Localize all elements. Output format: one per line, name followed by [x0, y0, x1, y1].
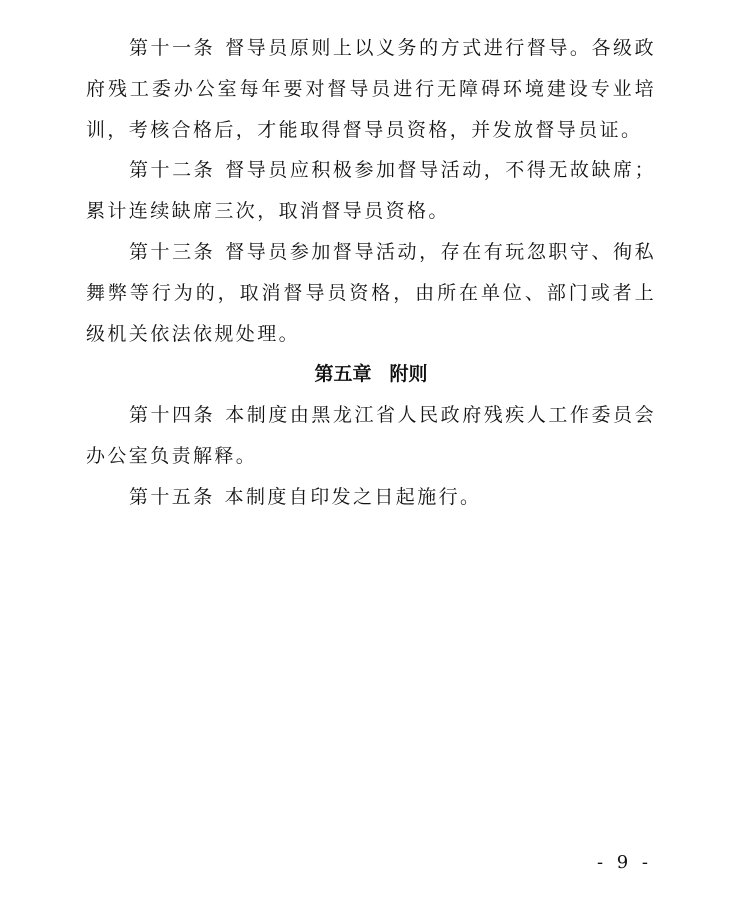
article-text: 本制度自印发之日起施行。 — [224, 485, 482, 508]
article-15 — [86, 477, 656, 518]
chapter-number: 第五章 — [314, 363, 372, 386]
chapter-name: 附则 — [389, 363, 428, 386]
article-14 — [86, 395, 656, 477]
article-number: 第十三条 — [129, 240, 216, 263]
article-number: 第十五条 — [129, 485, 215, 508]
chapter-heading — [86, 354, 656, 395]
article-text: 督导员原则上以义务的方式进行督导。各级政府残工委办公室每年要对督导员进行无障碍环境建设专业培训，考核合格后，才能取得督导员资格，并发放督导员证。 — [86, 37, 656, 141]
article-number: 第十二条 — [129, 159, 216, 182]
article-11 — [86, 28, 656, 150]
document-body — [86, 28, 656, 518]
page-number: - 9 - — [596, 852, 652, 873]
article-text: 督导员应积极参加督导活动，不得无故缺席；累计连续缺席三次，取消督导员资格。 — [86, 159, 656, 223]
article-number: 第十四条 — [129, 404, 216, 427]
article-12 — [86, 150, 656, 232]
article-13 — [86, 232, 656, 354]
article-text: 督导员参加督导活动，存在有玩忽职守、徇私舞弊等行为的，取消督导员资格，由所在单位、部门或者上级机关依法依规处理。 — [86, 240, 656, 345]
article-number: 第十一条 — [129, 37, 216, 59]
article-text: 本制度由黑龙江省人民政府残疾人工作委员会办公室负责解释。 — [86, 404, 656, 467]
